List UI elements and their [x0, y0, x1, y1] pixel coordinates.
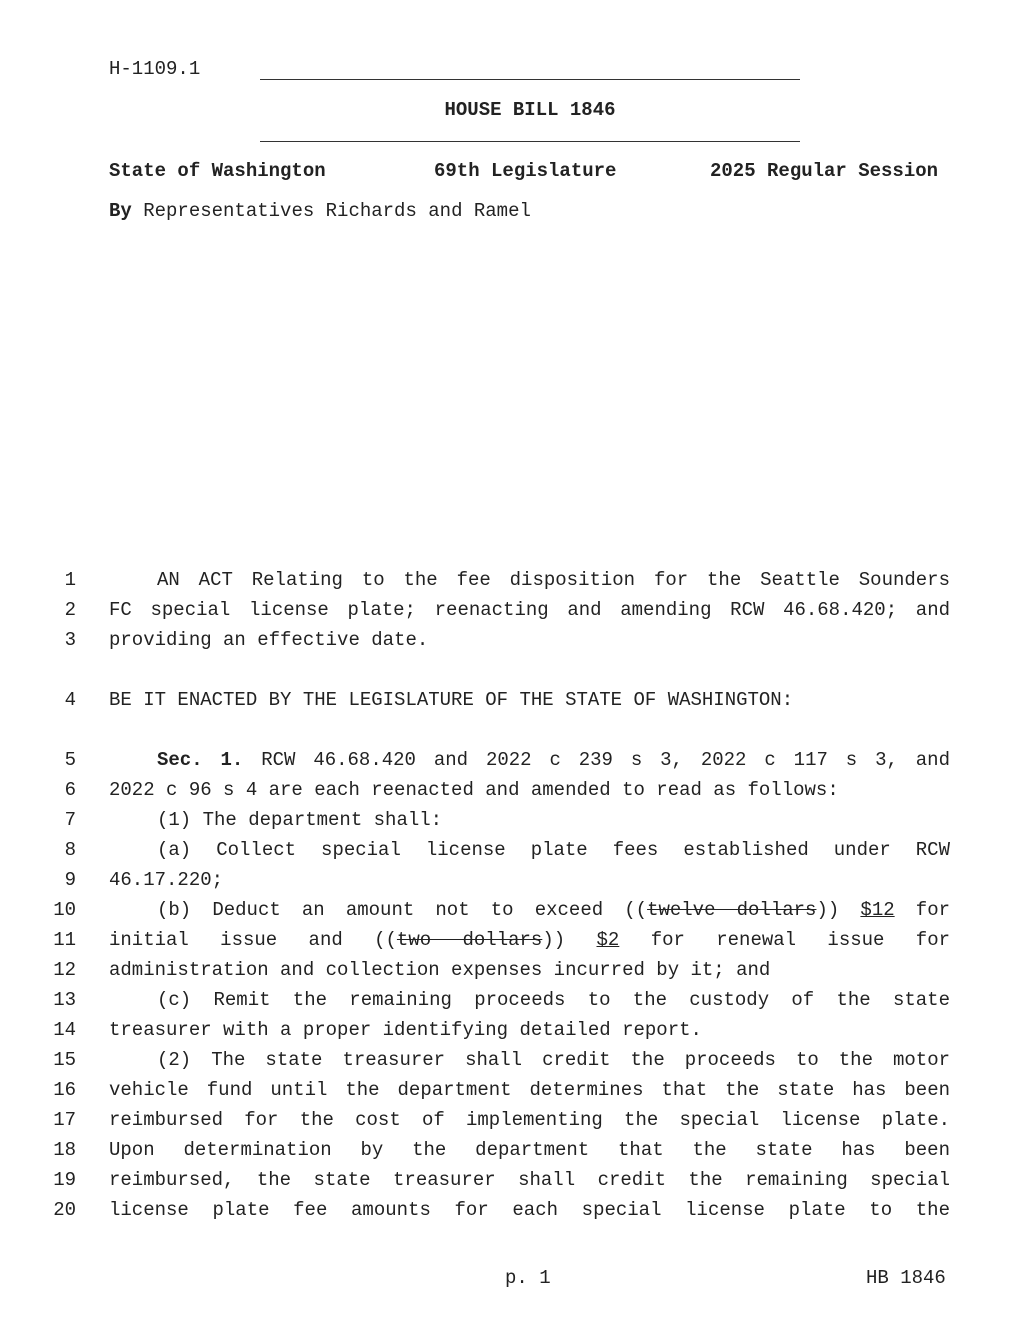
- line-number: 18: [53, 1139, 76, 1161]
- line-number: 6: [64, 779, 76, 801]
- line-text: (1) The department shall:: [157, 809, 443, 831]
- line-number: 20: [53, 1199, 76, 1221]
- line-text: reimbursed, the state treasurer shall credit the remaining special: [109, 1169, 950, 1191]
- amended-line: [109, 929, 950, 951]
- line-text: initial issue and ((: [109, 929, 397, 951]
- legislature-label: 69th Legislature: [434, 160, 617, 182]
- line-text: for: [915, 899, 951, 921]
- section-label: Sec. 1.: [157, 749, 244, 771]
- page-number: p. 1: [505, 1267, 551, 1289]
- line-number: 14: [53, 1019, 76, 1041]
- line-text: (c) Remit the remaining proceeds to the custody of the state: [157, 989, 950, 1011]
- state-label: State of Washington: [109, 160, 326, 182]
- sponsors-line: [109, 200, 531, 222]
- line-number: 7: [64, 809, 76, 831]
- line-number: 17: [53, 1109, 76, 1131]
- amended-line: [109, 899, 950, 921]
- struck-text: two dollars: [396, 929, 543, 951]
- session-label: 2025 Regular Session: [710, 160, 939, 182]
- line-text: vehicle fund until the department determines that the state has been: [109, 1079, 950, 1101]
- line-text: )): [542, 929, 566, 951]
- line-text: 2022 c 96 s 4 are each reenacted and amended to read as follows:: [109, 779, 839, 801]
- bottom-rule: [260, 141, 800, 142]
- line-number: 15: [53, 1049, 76, 1071]
- line-text: providing an effective date.: [109, 629, 429, 651]
- line-text: license plate fee amounts for each special license plate to the: [109, 1199, 950, 1221]
- line-text: administration and collection expenses incurred by it; and: [109, 959, 771, 981]
- line-number: 2: [64, 599, 76, 621]
- line-number: 8: [64, 839, 76, 861]
- line-number: 5: [64, 749, 76, 771]
- by-label: By: [109, 200, 132, 222]
- top-rule: [260, 79, 800, 80]
- line-text: (b) Deduct an amount not to exceed ((: [157, 899, 648, 921]
- document-id: H-1109.1: [109, 58, 201, 80]
- line-number: 9: [64, 869, 76, 891]
- line-text: reimbursed for the cost of implementing the special license plate.: [109, 1109, 950, 1131]
- line-text: FC special license plate; reenacting and amending RCW 46.68.420; and: [109, 599, 950, 621]
- sponsors: Representatives Richards and Ramel: [143, 200, 531, 222]
- line-number: 16: [53, 1079, 76, 1101]
- line-text: (a) Collect special license plate fees established under RCW: [157, 839, 950, 861]
- bill-title: HOUSE BILL 1846: [444, 99, 616, 121]
- line-number: 11: [53, 929, 76, 951]
- line-text: treasurer with a proper identifying detailed report.: [109, 1019, 702, 1041]
- line-number: 12: [53, 959, 76, 981]
- line-text: AN ACT Relating to the fee disposition for the Seattle Sounders: [157, 569, 950, 591]
- line-text: for renewal issue for: [650, 929, 951, 951]
- struck-text: twelve dollars: [647, 899, 817, 921]
- inserted-text: $12: [860, 899, 895, 921]
- line-text: )): [816, 899, 840, 921]
- line-text: Upon determination by the department that the state has been: [109, 1139, 950, 1161]
- line-number: 3: [64, 629, 76, 651]
- line-text: 46.17.220;: [109, 869, 224, 891]
- line-number: 19: [53, 1169, 76, 1191]
- line-text: RCW 46.68.420 and 2022 c 239 s 3, 2022 c 117 s 3, and: [261, 749, 950, 771]
- inserted-text: $2: [596, 929, 620, 951]
- enacting-clause: BE IT ENACTED BY THE LEGISLATURE OF THE STATE OF WASHINGTON:: [109, 689, 794, 711]
- line-number: 10: [53, 899, 76, 921]
- footer-bill-ref: HB 1846: [866, 1267, 946, 1289]
- line-text: (2) The state treasurer shall credit the proceeds to the motor: [157, 1049, 950, 1071]
- line-number: 1: [64, 569, 76, 591]
- line-number: 4: [64, 689, 76, 711]
- line-number: 13: [53, 989, 76, 1011]
- section-heading-line: [109, 749, 950, 771]
